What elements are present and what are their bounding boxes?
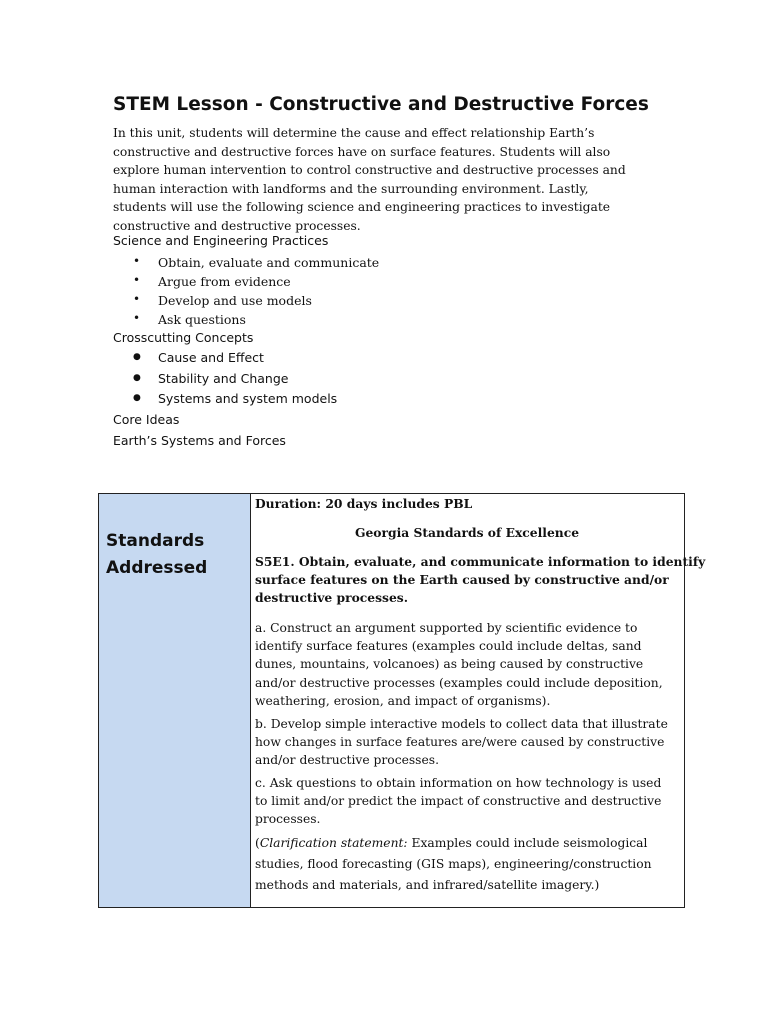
element-line: b. Develop simple interactive models to collect data that illustrate bbox=[255, 717, 668, 731]
element-line: c. Ask questions to obtain information on how technology is used bbox=[255, 776, 662, 790]
element-line: weathering, erosion, and impact of organisms). bbox=[255, 693, 551, 708]
duration-text: Duration: 20 days includes PBL bbox=[255, 496, 473, 511]
cc-item: Systems and system models bbox=[158, 391, 338, 406]
core-item: Earth’s Systems and Forces bbox=[113, 433, 286, 448]
bullet-icon: • bbox=[133, 254, 141, 268]
standard-line: surface features on the Earth caused by constructive and/or bbox=[255, 572, 669, 588]
clarification-label: Clarification statement: bbox=[259, 836, 408, 850]
cc-item: Cause and Effect bbox=[158, 350, 264, 365]
intro-line: students will use the following science and engineering practices to investigate bbox=[113, 200, 611, 214]
standard-line: S5E1. Obtain, evaluate, and communicate information to identify bbox=[255, 554, 706, 569]
bullet-icon: ● bbox=[133, 352, 141, 362]
element-line: and/or destructive processes (examples could include deposition, bbox=[255, 675, 663, 690]
bullet-icon: • bbox=[133, 311, 141, 325]
bullet-icon: ● bbox=[133, 393, 141, 403]
clarification-line: methods and materials, and infrared/satellite imagery.) bbox=[255, 878, 600, 892]
standards-label bbox=[106, 528, 207, 582]
sep-item: Ask questions bbox=[158, 312, 246, 327]
element-line: how changes in surface features are/were caused by constructive bbox=[255, 735, 665, 750]
element-line: processes. bbox=[255, 812, 321, 827]
bullet-icon: • bbox=[133, 292, 141, 306]
standards-label-line: Standards bbox=[106, 531, 205, 551]
clarification-text: Examples could include seismological bbox=[407, 836, 648, 850]
element-line: a. Construct an argument supported by scientific evidence to bbox=[255, 621, 638, 635]
intro-line: In this unit, students will determine the cause and effect relationship Earth’s bbox=[113, 126, 595, 140]
clarification-statement bbox=[255, 833, 685, 896]
sep-heading: Science and Engineering Practices bbox=[113, 233, 329, 248]
sep-item: Develop and use models bbox=[158, 293, 312, 308]
element-b bbox=[255, 715, 685, 770]
element-c bbox=[255, 774, 685, 829]
bullet-icon: ● bbox=[133, 373, 141, 383]
element-line: and/or destructive processes. bbox=[255, 753, 439, 768]
intro-line: explore human intervention to control constructive and destructive processes and bbox=[113, 163, 626, 177]
intro-paragraph bbox=[113, 124, 673, 235]
page-title: STEM Lesson - Constructive and Destructive Forces bbox=[113, 94, 649, 115]
standards-label-line: Addressed bbox=[106, 558, 208, 578]
cc-item: Stability and Change bbox=[158, 371, 289, 386]
element-line: identify surface features (examples could include deltas, sand bbox=[255, 639, 642, 654]
clarification-open-paren: ( bbox=[255, 836, 260, 850]
intro-line: constructive and destructive forces have on surface features. Students will also bbox=[113, 144, 611, 159]
clarification-line bbox=[255, 833, 685, 854]
standards-title: Georgia Standards of Excellence bbox=[354, 525, 580, 540]
standard-line: destructive processes. bbox=[255, 590, 408, 606]
cc-heading: Crosscutting Concepts bbox=[113, 330, 254, 345]
clarification-line: studies, flood forecasting (GIS maps), engineering/construction bbox=[255, 857, 652, 871]
standards-label-cell bbox=[99, 494, 251, 907]
standards-table bbox=[98, 493, 706, 908]
sep-item: Obtain, evaluate and communicate bbox=[158, 255, 380, 270]
bullet-icon: • bbox=[133, 273, 141, 287]
element-line: dunes, mountains, volcanoes) as being caused by constructive bbox=[255, 657, 644, 672]
element-a bbox=[255, 619, 685, 710]
element-line: to limit and/or predict the impact of constructive and destructive bbox=[255, 794, 662, 809]
standard-s5e1 bbox=[255, 553, 706, 608]
intro-line: human interaction with landforms and the surrounding environment. Lastly, bbox=[113, 181, 589, 196]
intro-line: constructive and destructive processes. bbox=[113, 218, 361, 233]
core-heading: Core Ideas bbox=[113, 412, 180, 427]
sep-item: Argue from evidence bbox=[158, 274, 291, 289]
